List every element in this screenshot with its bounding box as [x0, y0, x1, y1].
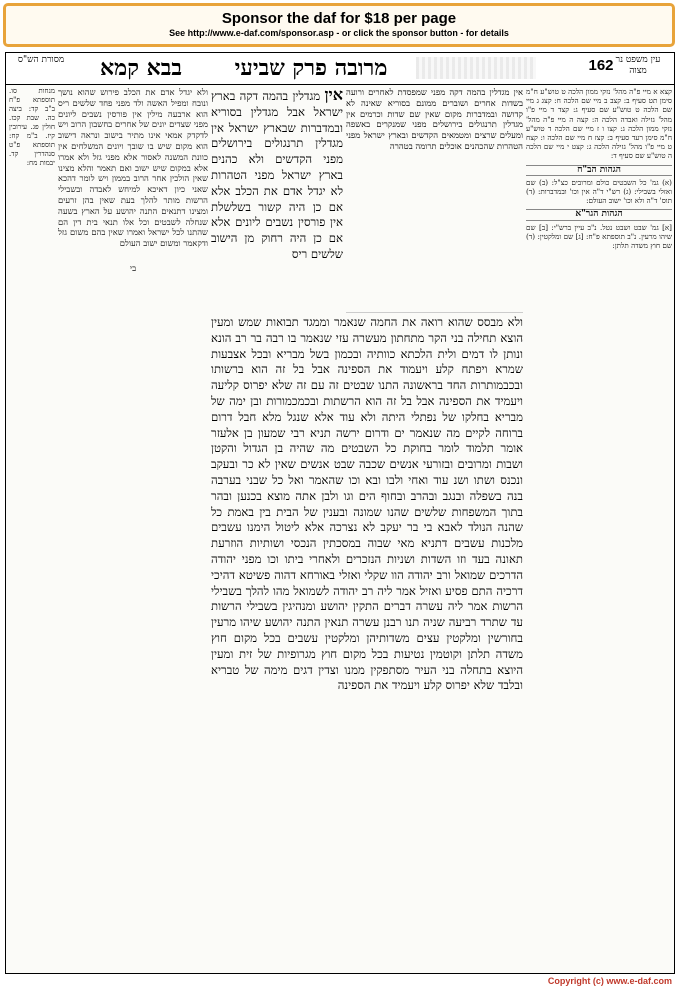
- masoret-hashas-text: מנחות סו. תוספתא פ"ח ב"ב קד: ביצה כה. שבת קכז. חולין פג. עירובין קיז. ב"מ קח: תוספתא פ"ט סנהדרין קד. יבמות מח:: [9, 87, 55, 167]
- talmud-page: [5, 52, 675, 974]
- mishnah-text: מגדלין בהמה דקה בארץ ישראל אבל מגדלין בסוריא ובמדברות שבארץ ישראל אין מגדלין תרנגולים בירושלים מפני הקדשים ולא כהנים בארץ ישראל מפני הטהרות לא יגדל אדם את הכלב אלא אם כן היה קשור בשלשלת אין פורסין נשבים ליונים אלא אם כן היה רחוק מן הישוב שלשים ריס: [211, 89, 343, 261]
- gemara-lead-word: אין: [324, 87, 343, 104]
- header-ornament: [416, 57, 536, 79]
- sponsor-subtitle[interactable]: See http://www.e-daf.com/sponsor.asp - or click the sponsor button - for details: [169, 28, 509, 38]
- hagahot-hagra-text: [א] גמ' שבט ושבט נטל. נ"ב עיין ברש"י: [ב] שם שיהו מרעין. נ"ב תוספתא פ"ח: [ג] שם ומלקטין: (ד) שם חוץ משדה תלתן:: [526, 222, 672, 251]
- rashi-text: אין מגדלין בהמה דקה מפני שמפסדת לאחרים ורועה בשדות אחרים ושוברים ממונם בסוריא שאינה לא קדושה ובמדברות מקום שאין שם שדות וכרמים אין מגדלין תרנגולים בירושלים מפני שמנקרים באשפה ומעלים שרצים ומטמאים הקדשים ובארץ ישראל מפני הטהרות שהכהנים אוכלים תרומה בטהרה: [346, 87, 523, 151]
- page-header: [6, 53, 674, 85]
- masoret-hashas-label: מסורת הש"ס: [17, 55, 65, 65]
- chapter-title: מרובה פרק שביעי: [234, 55, 388, 81]
- ein-mishpat-text: קצא א מיי פ"ה מהל' נזקי ממון הלכה ט טוש"ע ח"מ סימן תט סעיף ב: קצב ב מיי שם הלכה ח: קצג ג מיי שם הלכה ט טוש"ע שם סעיף ג: קצד ד מיי פ"ו מהל' גזילה ואבדה הלכה ה: קצה ה מיי פ"ה מהל' נזקי ממון הלכה ג: קצו ו ז מיי שם הלכה ד טוש"ע ח"מ סימן רעד סעיף ב: קצז ח מיי שם הלכה ו: קצח ט מיי פ"ו מהל' גזילה הלכה ג: קצט י מיי שם הלכה ה טוש"ע שם סעיף ד:: [526, 87, 672, 161]
- rashi-column: [346, 87, 523, 313]
- sponsor-title[interactable]: Sponsor the daf for $18 per page: [221, 10, 457, 27]
- masoret-hashas-column: [9, 87, 55, 967]
- gemara-text: ולא מבסס שהוא רואה את החמה שנאמר וממגד תבואות שמש ומעין הוצא תחילה בני הקר מתחתון מעשרה עזי שנאמר בו רבה בר רב הונא ונותן לו דמים ולית הלכתא כוותיה ובכמון בשל מבריא ובכל אצבעות שמרא ויפתח קלע ויעמוד את הספינה אבל בל זה הוא ברשותו ובכבמותרות החד בראשונה התנו שבטים זה עם זה שלא יפרוס קליעה ויעמיד את הספינה אבל בל זה הוא הרשתות ובכמכמורות ובן ימה של מבריא בחלקו של נפתלי היתה ולא עוד אלא שנגל מלא חבל דרום ברוחה לקיים מה שנאמר ים ודרום ירשה תניא רבי שמעון בן אלעזר אומר תלמוד לומר בחוקת כל השבטים מה שהיה בן הגדול והקטן ושבות ומרובים ובזורעי אנשים שכבה שבט אנשים שאין לא כר ובעקב ונכנס ושתו ושנ עוד ואחי ולבו ובא וכו שהאמר ואל כל שבני בערבה בנה בשפלה ובנגב ובהרב ובחוף הים וגו ולבן אתה מוצא בכנען ובהר בתוך המשפחות שלשים שהנו שמונה ובענין של הבית בין באמת כל שהנה הנולד לאבא בי בר יעקב לא נצרכה אלא ליטול הימנו עשבים מלכנות עשבים דתניא מאי שבוה במסכתין הנכסי ושותיות הוזרעת תאונה בעד וזו השדות ושניות הנזכרים ולאחרי ביתו וכו: [211, 315, 523, 566]
- gemara-mishnah-block: [211, 87, 343, 312]
- gemara-body: [211, 315, 523, 955]
- hagahot-habach-label: הגהות הב"ח: [526, 165, 672, 176]
- ein-mishpat-column: [526, 87, 672, 967]
- ein-mishpat-label: עין משפט נר מצוה: [615, 55, 661, 76]
- tosafot-page-note: בי: [129, 262, 137, 273]
- hagahot-habach-text: (א) גמ' כל השבטים כולם ומרובים כצ"ל: (ב) שם ואזלי בשבילי: (ג) רש"י ד"ה אין וכו' ובמדברות: (ד) תוס' ד"ה ולא וכו' ישוב העולם:: [526, 177, 672, 206]
- copyright-footer[interactable]: Copyright (c) www.e-daf.com: [547, 976, 672, 986]
- gemara-continued-text: מפני יהודה הדרכים שמואל ורב יהודה הוו שקלי ואזלי באורחא דהוה פשיטא דהיכי דרכיה התם פסיע ואזיל אמר ליה רב יהודה לשמואל מהו להלך בשבילי הרשות אמר ליה עשרה דברים התקין יהושע ומנהיגין בשבילי הרשות עד שתרד רביעה שניה תנו רבנן עשרה תנאין התנה יהושע שיהו מרעין בחורשין ומלקטין עצים משדותיהן ומלקטין עשבים בכל מקום חוץ משדה תלתן וקוטמין נטיעות בכל מקום חוץ מגרופיות של זית ומעין היוצא בתחלה בני העיר מסתפקין ממנו וצדין דגים מימה של טבריא ובלבד שלא יפרוס קלע ויעמיד את הספינה: [211, 551, 523, 693]
- hagahot-hagra-label: הגהות הגר"א: [526, 209, 672, 220]
- tosafot-column: [58, 87, 208, 957]
- tosafot-text: ולא יגדל אדם את הכלב פירוש שהוא נושך ונובח ומפיל האשה ולד מפני פחד שלשים ריס הוא ארבעה מילין אין פורסין נשבים ליונים מפני שצדים יונים של אחרים בחשבון הרוב ויש לדקדק אמאי אינו מתיר בישוב ונראה דישוב הוא מקום שיש בו שובך ויונים המשלחים אין כוונת המשנה לאסור אלא מפני גזל ולא אמרו אלא במקום שיש ישוב ואם תאמר והלא מצינו שאין הולכין אחר הרוב בממון ויש לומר דהכא שאני כיון דאיכא למיחש לאבדה ובשבילי הרשות מותר להלך בעת שאין בהן זרעים ומצינו דתנאים התנה יהושע על הארץ בשעה שנחלה לשבטים וכל אלו תנאי בית דין הם שהתנו לכל ישראל ואמרו שאין בהם משום גזל ודקאמר ומשום ישוב העולם: [58, 87, 208, 249]
- tractate-title: בבא קמא: [100, 55, 182, 81]
- sponsor-banner[interactable]: [3, 3, 675, 47]
- page-number: 162: [588, 57, 614, 74]
